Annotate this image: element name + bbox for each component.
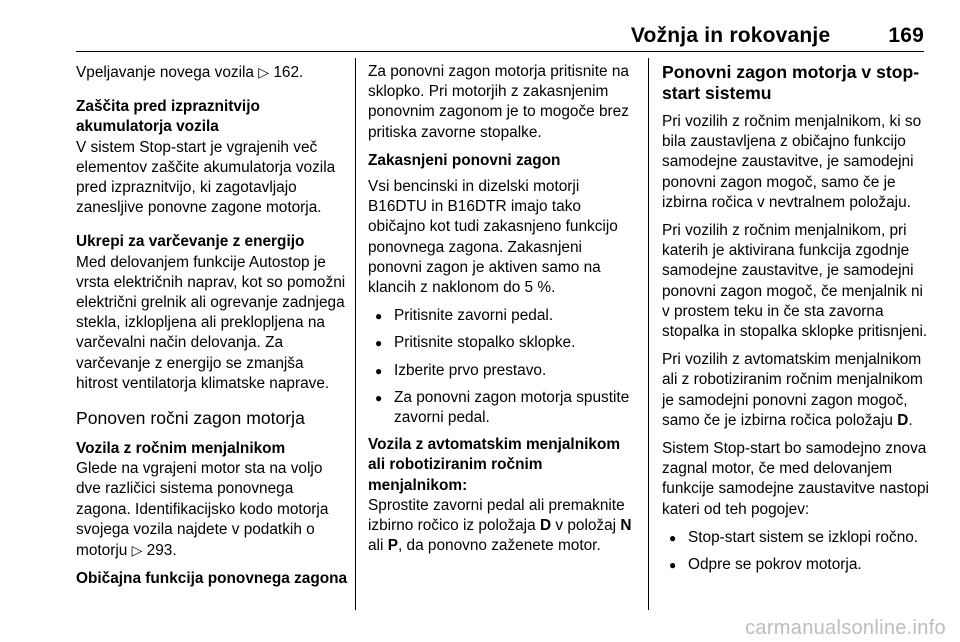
automatic-gearbox-heading: Vozila z avtomatskim menjalnikom ali robotiziranim ročnim menjalnikom: [368,436,621,494]
page-header [631,24,924,48]
battery-protection-heading: Zaščita pred izpraznitvijo akumulatorja vozila [76,98,260,136]
early-autostop-paragraph: Pri vozilih z ročnim menjalnikom, pri katerih je aktivirana funkcija zgodnje samodejne zaustavitve, je samodejni ponovni zagon mogoč, če menjalnik ni v prostem teku in če sta zavorna stopalka in stopalka sklopke pritisnjeni. [662,222,928,341]
manual-gearbox-text: Glede na vgrajeni motor sta na voljo dve različici sistema ponovnega zagona. Identifikacijsko kodo motorja svojega vozila najdete v podatkih o motorju ▷ 293. [76,460,329,560]
column-3 [662,62,930,582]
page-reference-link[interactable]: 162. [273,64,304,81]
section-title: Vožnja in rokovanje [630,24,831,47]
conditions-list [662,528,930,575]
page-reference-arrow-icon: ▷ [258,64,270,80]
page-reference-arrow-icon: ▷ [131,542,143,559]
normal-restart-heading: Običajna funkcija ponovnega zagona [76,570,348,588]
header-rule [76,51,924,52]
column-divider [355,58,356,610]
automatic-restart-paragraph: Pri vozilih z avtomatskim menjalnikom ali z robotiziranim ročnim menjalnikom je samodejni ponovni zagon mogoč, samo če je izbirna ročica položaju D. [662,351,923,429]
page-number: 169 [888,24,924,47]
delayed-restart-text: Vsi bencinski in dizelski motorji B16DTU in B16DTR imajo tako običajno kot tudi zakasnjeno funkcijo ponovnega zagona. Zakasnjeni ponovni zagon je aktiven samo na klancih z naklonom do 5 %. [368,178,618,297]
restart-text: Za ponovni zagon motorja pritisnite na sklopko. Pri motorjih z zakasnjenim ponovnim zagonom je to mogoče brez pritiska zavorne stopalke. [368,63,629,141]
column-1 [76,62,348,589]
manual-gearbox-subheading: Vozila z ročnim menjalnikom [76,440,286,458]
stop-start-restart-heading: Ponovni zagon motorja v stop-start sistemu [662,62,920,103]
manual-restart-heading: Ponoven ročni zagon motorja [76,408,305,429]
auto-restart-conditions-paragraph: Sistem Stop-start bo samodejno znova zagnal motor, če med delovanjem funkcije samodejne zaustavitve nastopi kateri od teh pogojev: [662,440,929,518]
energy-saving-text: Med delovanjem funkcije Autostop je vrsta električnih naprav, kot so pomožni električni grelnik ali ogrevanje zadnjega stekla, izklopljena ali preklopljena na varčevalni način delovanja. Za varčevanje z energijo se zmanjša hitrost ventilatorja klimatske naprave. [76,253,346,392]
automatic-gearbox-text: Sprostite zavorni pedal ali premaknite izbirno ročico iz položaja D v položaj N ali P, da ponovno zaženete motor. [368,496,632,555]
list-item: ● Odpre se pokrov motorja. [662,555,930,575]
column-2 [368,62,634,564]
delayed-restart-heading: Zakasnjeni ponovni zagon [368,151,561,169]
page-reference-link[interactable]: 293. [146,542,177,560]
list-item: ● Pritisnite zavorni pedal. [368,306,634,326]
energy-saving-heading: Ukrepi za varčevanje z energijo [76,233,305,251]
restart-steps-list [368,306,634,428]
column-divider [648,58,649,610]
list-item: ● Stop-start sistem se izklopi ročno. [662,528,930,548]
intro-paragraph: Vpeljavanje novega vozila ▷ 162. [76,64,304,81]
manual-gearbox-restart-paragraph: Pri vozilih z ročnim menjalnikom, ki so bila zaustavljena z običajno funkcijo samodejne zaustavitve, je samodejni ponovni zagon mogoč, samo če je izbirna ročica v nevtralnem položaju. [662,113,922,211]
battery-protection-text: V sistem Stop-start je vgrajenih več elementov zaščite akumulatorja vozila pred izpraznitvijo, ki zagotavljajo zanesljive ponovne zagone motorja. [76,138,336,217]
watermark: carmanualsonline.info [745,617,946,639]
list-item: ● Pritisnite stopalko sklopke. [368,333,634,353]
list-item: ● Izberite prvo prestavo. [368,361,634,381]
list-item: ● Za ponovni zagon motorja spustite zavorni pedal. [368,388,634,428]
